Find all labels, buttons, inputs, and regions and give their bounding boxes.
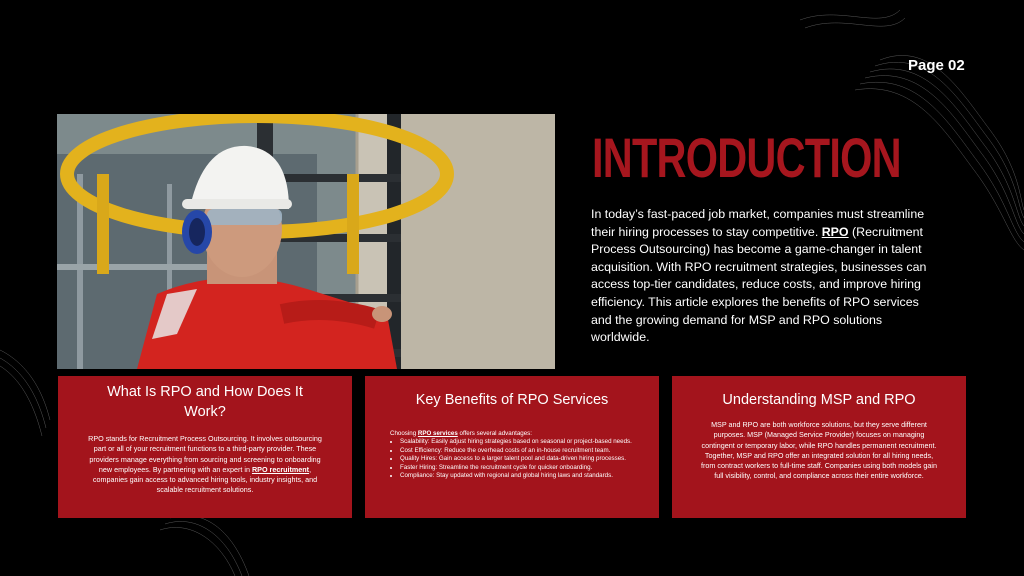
lead-text-end: offers several advantages: — [459, 430, 532, 437]
card-title: Key Benefits of RPO Services — [415, 392, 609, 408]
card-msp-rpo — [672, 376, 966, 518]
card-text-start: RPO stands for Recruitment Process Outsourcing. It involves outsourcing part or all of your recruitment functions to a third-party provider. These providers manage everything from sourcing and screening to onboarding new employees. By partnering with an expert in — [88, 434, 322, 474]
card-text: MSP and RPO are both workforce solutions, but they serve different purposes. MSP (Managed Service Provider) focuses on managing contingent or temporary labor, while RPO handles permanent recruitment. Together, MSP and RPO offer an integrated solution for all hiring needs, from contract workers to full-time staff. Companies using both models gain full visibility, control, and compliance across their entire workforce. — [701, 420, 937, 481]
page-number: Page 02 — [908, 57, 965, 74]
lead-text-start: Choosing — [390, 430, 417, 437]
list-item: • Quality Hires: Gain access to a larger talent pool and data-driven hiring processes. — [400, 455, 650, 464]
card-key-benefits — [365, 376, 659, 518]
rpo-recruitment-link[interactable]: RPO recruitment — [251, 464, 310, 474]
card-title: What Is RPO and How Does It Work? — [107, 384, 303, 420]
card-title: Understanding MSP and RPO — [722, 392, 916, 408]
list-item: • Cost Efficiency: Reduce the overhead costs of an in-house recruitment team. — [400, 447, 650, 456]
intro-paragraph — [591, 206, 941, 347]
list-item: • Compliance: Stay updated with regional and global hiring laws and standards. — [400, 472, 650, 481]
rpo-link[interactable]: RPO — [821, 224, 849, 239]
list-item: • Scalability: Easily adjust hiring strategies based on seasonal or project-based needs. — [400, 438, 650, 447]
card-what-is-rpo — [58, 376, 352, 518]
benefits-list — [390, 438, 650, 481]
card-text — [84, 434, 326, 496]
intro-text-end: (Recruitment Process Outsourcing) has become a game-changer in talent acquisition. With RPO recruitment strategies, businesses can access top-tier candidates, reduce costs, and improve hiring efficiency. This article explores the benefits of RPO services and the growing demand for MSP and RPO solutions worldwide. — [591, 224, 927, 345]
rpo-services-link[interactable]: RPO services — [417, 430, 458, 437]
card-text-end: , companies gain access to advanced hiring tools, industry insights, and scalable recruitment solutions. — [92, 464, 318, 495]
intro-text-start: In today’s fast-paced job market, companies must streamline their hiring processes to stay competitive. — [591, 207, 925, 239]
hero-photo-worker — [57, 114, 555, 369]
page-title: INTRODUCTION — [592, 126, 901, 189]
list-item: • Faster Hiring: Streamline the recruitment cycle for quicker onboarding. — [400, 464, 650, 473]
